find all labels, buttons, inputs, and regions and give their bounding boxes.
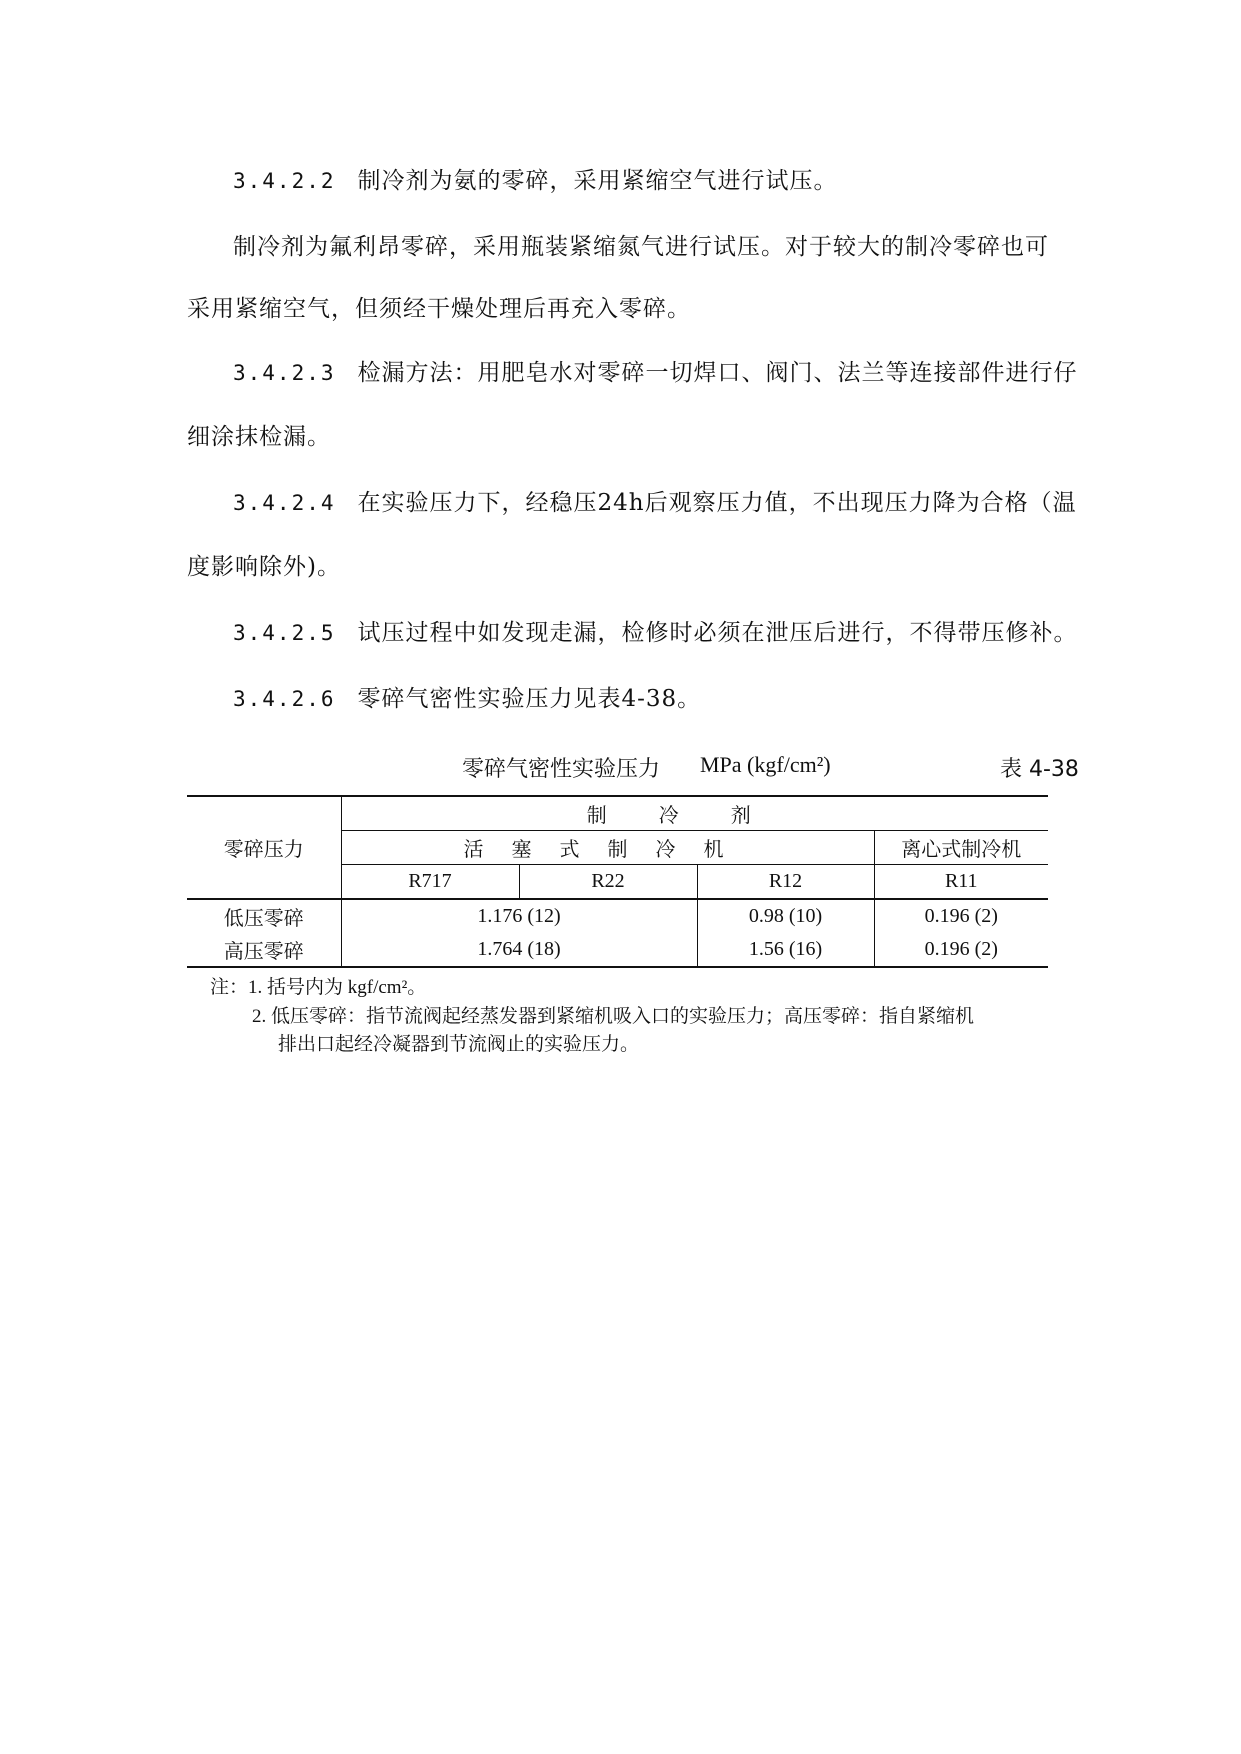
table-row <box>187 899 1048 933</box>
paragraph-3-4-2-5 <box>233 618 1078 648</box>
note-1 <box>210 974 426 1002</box>
cell-r717-r22: 1.176 (12) <box>341 899 697 933</box>
paragraph-text-line <box>233 232 1049 262</box>
clause-number: 3.4.2.3 <box>233 361 336 385</box>
cell-r12: 1.56 (16) <box>697 933 874 967</box>
note-2-line-2: 排出口起经冷凝器到节流阀止的实验压力。 <box>278 1034 640 1055</box>
clause-number: 3.4.2.4 <box>233 491 336 515</box>
paragraph-3-4-2-2 <box>233 166 838 196</box>
row-header: 零碎压力 <box>223 839 304 861</box>
table-notes <box>210 974 426 1002</box>
piston-header-cell <box>341 831 874 865</box>
paragraph-text: 试压过程中如发现走漏，检修时必须在泄压后进行，不得带压修补。 <box>357 620 1078 646</box>
centrifugal-header-cell <box>874 831 1048 865</box>
paragraph-text-line <box>187 422 331 452</box>
column-header-r22: R22 <box>519 865 697 900</box>
paragraph-text-line <box>187 294 691 324</box>
paragraph-text: 检漏方法：用肥皂水对零碎一切焊口、阀门、法兰等连接部件进行仔 <box>357 360 1078 386</box>
refrigerant-header: 制冷剂 <box>586 805 803 827</box>
paragraph-text: 细涂抹检漏。 <box>187 424 331 450</box>
table-row <box>187 933 1048 967</box>
paragraph-3-4-2-6 <box>233 684 701 714</box>
paragraph-text-line <box>187 552 341 582</box>
paragraph-text: 在实验压力下，经稳压24h后观察压力值，不出现压力降为合格（温 <box>357 490 1077 516</box>
table-unit: MPa (kgf/cm²) <box>700 752 831 777</box>
paragraph-text: 制冷剂为氨的零碎，采用紧缩空气进行试压。 <box>357 168 838 194</box>
cell-r11: 0.196 (2) <box>874 899 1048 933</box>
table-title: 零碎气密性实验压力 <box>462 757 661 782</box>
clause-number: 3.4.2.5 <box>233 621 336 645</box>
paragraph-text: 度影响除外)。 <box>187 554 341 580</box>
note-2-line-1: 2. 低压零碎：指节流阀起经蒸发器到紧缩机吸入口的实验压力；高压零碎：指自紧缩机 <box>252 1006 975 1027</box>
table-number: 表 4-38 <box>1000 757 1079 782</box>
column-header-r11: R11 <box>874 865 1048 900</box>
column-header-r717: R717 <box>341 865 519 900</box>
note-1-text: 1. 括号内为 kgf/cm²。 <box>248 977 427 998</box>
note-2 <box>252 1003 974 1059</box>
row-label: 低压零碎 <box>223 908 304 930</box>
centrifugal-header: 离心式制冷机 <box>901 839 1022 861</box>
pressure-table <box>187 795 1048 968</box>
paragraph-text: 制冷剂为氟利昂零碎，采用瓶装紧缩氮气进行试压。对于较大的制冷零碎也可 <box>233 234 1049 260</box>
cell-r12: 0.98 (10) <box>697 899 874 933</box>
paragraph-text: 零碎气密性实验压力见表4-38。 <box>357 686 702 712</box>
note-prefix: 注： <box>210 977 249 998</box>
piston-header: 活塞式制冷机 <box>463 839 752 861</box>
paragraph-3-4-2-3 <box>233 358 1078 388</box>
row-header-cell <box>187 796 341 899</box>
refrigerant-header-cell <box>341 796 1048 831</box>
column-header-r12: R12 <box>697 865 874 900</box>
clause-number: 3.4.2.2 <box>233 169 336 193</box>
clause-number: 3.4.2.6 <box>233 687 336 711</box>
row-label: 高压零碎 <box>187 933 341 967</box>
paragraph-text: 采用紧缩空气，但须经干燥处理后再充入零碎。 <box>187 296 691 322</box>
cell-r11: 0.196 (2) <box>874 933 1048 967</box>
cell-r717-r22: 1.764 (18) <box>341 933 697 967</box>
paragraph-3-4-2-4 <box>233 488 1077 518</box>
